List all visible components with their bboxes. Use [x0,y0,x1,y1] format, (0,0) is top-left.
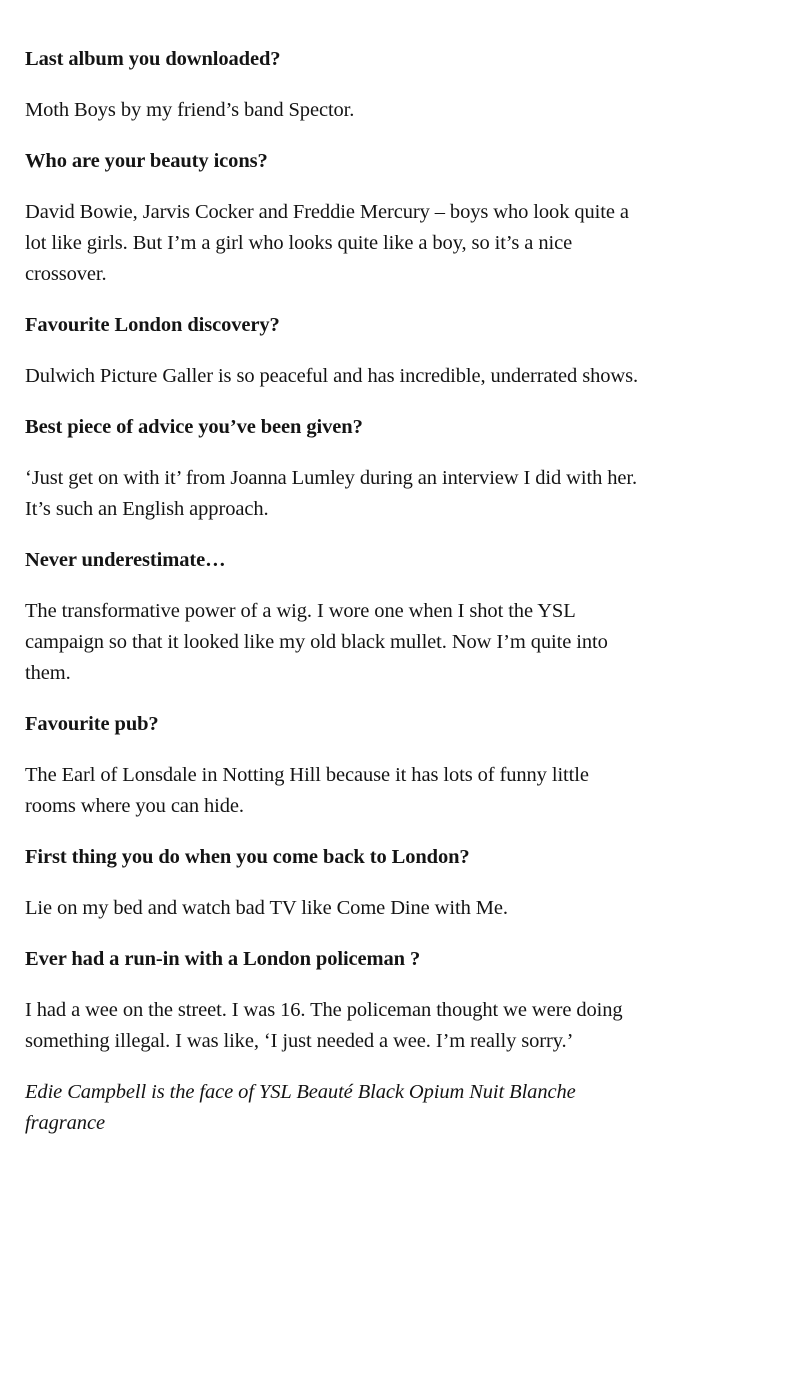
answer-text: David Bowie, Jarvis Cocker and Freddie Mercury – boys who look quite a lot like girls. But I’m a girl who looks quite like a boy, so it’s a nice crossover. [25,201,629,285]
qa-item-never-underestimate [25,545,640,689]
answer-text: I had a wee on the street. I was 16. The policeman thought we were doing something illegal. I was like, ‘I just needed a wee. I’m really sorry.’ [25,999,623,1052]
question-heading: Last album you downloaded? [25,48,281,70]
answer-text: Lie on my bed and watch bad TV like Come Dine with Me. [25,897,508,919]
answer-text: The Earl of Lonsdale in Notting Hill because it has lots of funny little rooms where you can hide. [25,764,589,817]
question-heading: Favourite London discovery? [25,314,280,336]
question-heading: First thing you do when you come back to London? [25,846,470,868]
question-heading: Ever had a run-in with a London policeman ? [25,948,421,970]
answer-text: Dulwich Picture Galler is so peaceful and has incredible, underrated shows. [25,365,638,387]
question-heading: Never underestimate… [25,549,226,571]
question-heading: Who are your beauty icons? [25,150,268,172]
qa-item-beauty-icons [25,146,640,290]
qa-item-london-discovery [25,310,640,392]
qa-item-advice [25,412,640,525]
answer-text: Moth Boys by my friend’s band Spector. [25,99,355,121]
answer-text: The transformative power of a wig. I wore one when I shot the YSL campaign so that it looked like my old black mullet. Now I’m quite into them. [25,600,608,684]
question-heading: Favourite pub? [25,713,159,735]
credit-note: Edie Campbell is the face of YSL Beauté Black Opium Nuit Blanche fragrance [25,1081,576,1134]
qa-item-favourite-pub [25,709,640,822]
qa-item-album [25,44,640,126]
question-heading: Best piece of advice you’ve been given? [25,416,363,438]
article-body [25,44,640,1139]
qa-item-first-thing [25,842,640,924]
qa-item-policeman [25,944,640,1057]
answer-text: ‘Just get on with it’ from Joanna Lumley during an interview I did with her. It’s such an English approach. [25,467,638,520]
